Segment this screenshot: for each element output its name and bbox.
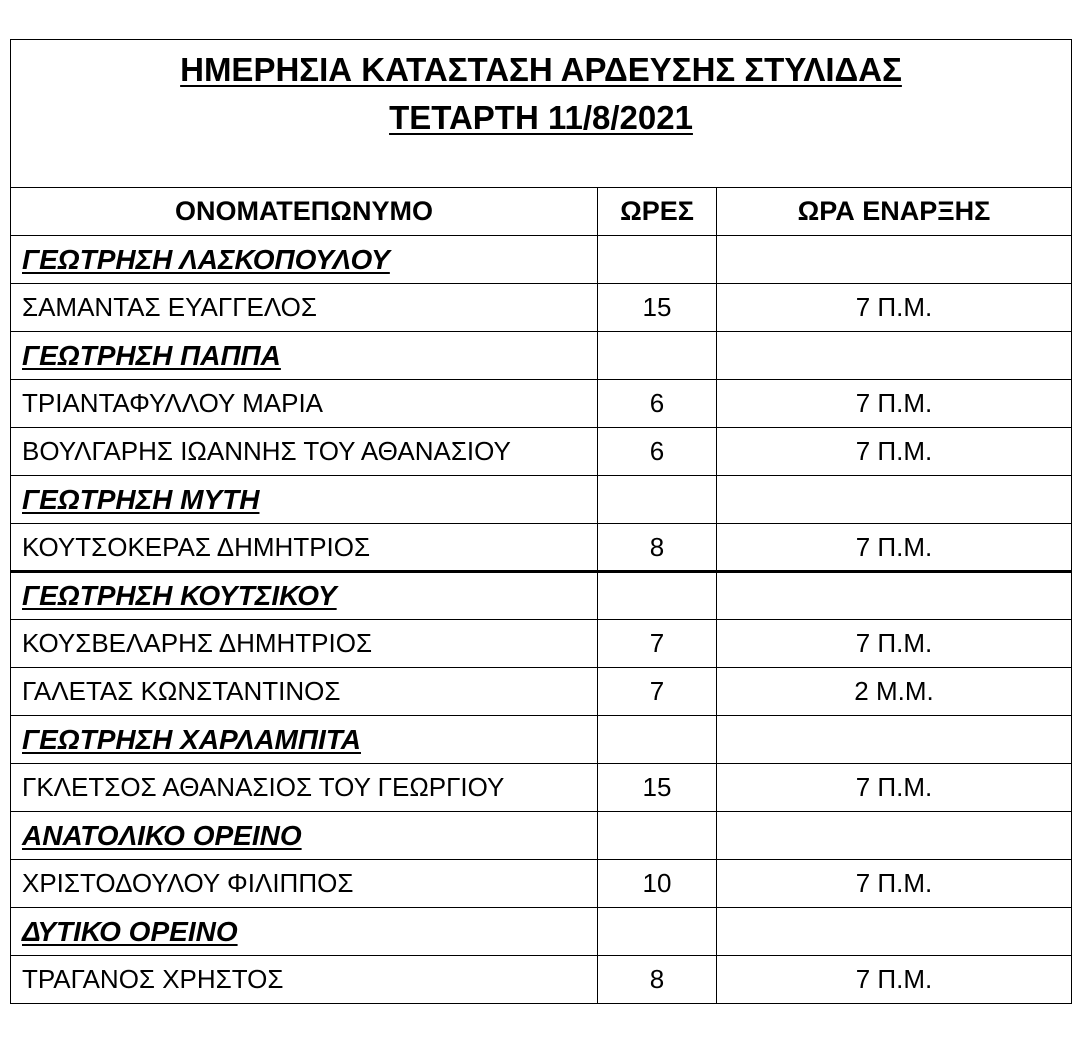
table-row [11,764,1072,812]
section-name [11,476,598,524]
section-label: ΑΝΑΤΟΛΙΚΟ ΟΡΕΙΝΟ [22,819,302,851]
section-name [11,716,598,764]
person-name: ΚΟΥΤΣΟΚΕΡΑΣ ΔΗΜΗΤΡΙΟΣ [11,524,598,572]
hours-value: 15 [598,764,717,812]
hours-value: 7 [598,620,717,668]
person-name: ΚΟΥΣΒΕΛΑΡΗΣ ΔΗΜΗΤΡΙΟΣ [11,620,598,668]
person-name: ΣΑΜΑΝΤΑΣ ΕΥΑΓΓΕΛΟΣ [11,284,598,332]
section-name [11,332,598,380]
column-header-hours: ΩΡΕΣ [598,188,717,236]
table-row [11,956,1072,1004]
section-name [11,908,598,956]
section-row [11,572,1072,620]
column-header-name: ΟΝΟΜΑΤΕΠΩΝΥΜΟ [11,188,598,236]
section-name [11,572,598,620]
person-name: ΧΡΙΣΤΟΔΟΥΛΟΥ ΦΙΛΙΠΠΟΣ [11,860,598,908]
title-cell [11,40,1072,188]
section-row [11,332,1072,380]
start-time-value: 7 Π.Μ. [717,620,1072,668]
table-row [11,428,1072,476]
document-date: ΤΕΤΑΡΤΗ 11/8/2021 [389,99,693,136]
start-time-value: 7 Π.Μ. [717,764,1072,812]
section-row [11,812,1072,860]
table-row [11,524,1072,572]
document-title: ΗΜΕΡΗΣΙΑ ΚΑΤΑΣΤΑΣΗ ΑΡΔΕΥΣΗΣ ΣΤΥΛΙΔΑΣ [180,51,902,88]
section-name [11,236,598,284]
person-name: ΓΑΛΕΤΑΣ ΚΩΝΣΤΑΝΤΙΝΟΣ [11,668,598,716]
section-hours-empty [598,332,717,380]
start-time-value: 7 Π.Μ. [717,524,1072,572]
table-row [11,860,1072,908]
table-row [11,380,1072,428]
column-header-row [11,188,1072,236]
section-start-empty [717,812,1072,860]
start-time-value: 2 Μ.Μ. [717,668,1072,716]
section-hours-empty [598,716,717,764]
section-hours-empty [598,476,717,524]
section-start-empty [717,476,1072,524]
title-row [11,40,1072,188]
section-row [11,476,1072,524]
section-start-empty [717,332,1072,380]
person-name: ΤΡΙΑΝΤΑΦΥΛΛΟΥ ΜΑΡΙΑ [11,380,598,428]
column-header-start-time: ΩΡΑ ΕΝΑΡΞΗΣ [717,188,1072,236]
section-start-empty [717,236,1072,284]
hours-value: 8 [598,956,717,1004]
start-time-value: 7 Π.Μ. [717,956,1072,1004]
table-row [11,668,1072,716]
section-row [11,236,1072,284]
section-label: ΓΕΩΤΡΗΣΗ ΛΑΣΚΟΠΟΥΛΟΥ [22,243,390,275]
irrigation-schedule-table [10,39,1072,1004]
section-start-empty [717,908,1072,956]
person-name: ΤΡΑΓΑΝΟΣ ΧΡΗΣΤΟΣ [11,956,598,1004]
hours-value: 10 [598,860,717,908]
section-start-empty [717,572,1072,620]
section-hours-empty [598,236,717,284]
hours-value: 15 [598,284,717,332]
start-time-value: 7 Π.Μ. [717,380,1072,428]
section-label: ΓΕΩΤΡΗΣΗ ΚΟΥΤΣΙΚΟΥ [22,580,337,611]
section-name [11,812,598,860]
start-time-value: 7 Π.Μ. [717,428,1072,476]
hours-value: 7 [598,668,717,716]
section-row [11,908,1072,956]
start-time-value: 7 Π.Μ. [717,860,1072,908]
section-hours-empty [598,812,717,860]
person-name: ΒΟΥΛΓΑΡΗΣ ΙΩΑΝΝΗΣ ΤΟΥ ΑΘΑΝΑΣΙΟΥ [11,428,598,476]
person-name: ΓΚΛΕΤΣΟΣ ΑΘΑΝΑΣΙΟΣ ΤΟΥ ΓΕΩΡΓΙΟΥ [11,764,598,812]
hours-value: 6 [598,380,717,428]
table-row [11,620,1072,668]
section-label: ΓΕΩΤΡΗΣΗ ΜΥΤΗ [22,483,260,515]
section-start-empty [717,716,1072,764]
section-row [11,716,1072,764]
section-hours-empty [598,908,717,956]
hours-value: 8 [598,524,717,572]
section-label: ΔΥΤΙΚΟ ΟΡΕΙΝΟ [22,915,238,947]
hours-value: 6 [598,428,717,476]
start-time-value: 7 Π.Μ. [717,284,1072,332]
table-row [11,284,1072,332]
section-hours-empty [598,572,717,620]
section-label: ΓΕΩΤΡΗΣΗ ΠΑΠΠΑ [22,339,281,371]
section-label: ΓΕΩΤΡΗΣΗ ΧΑΡΛΑΜΠΙΤΑ [22,723,361,755]
